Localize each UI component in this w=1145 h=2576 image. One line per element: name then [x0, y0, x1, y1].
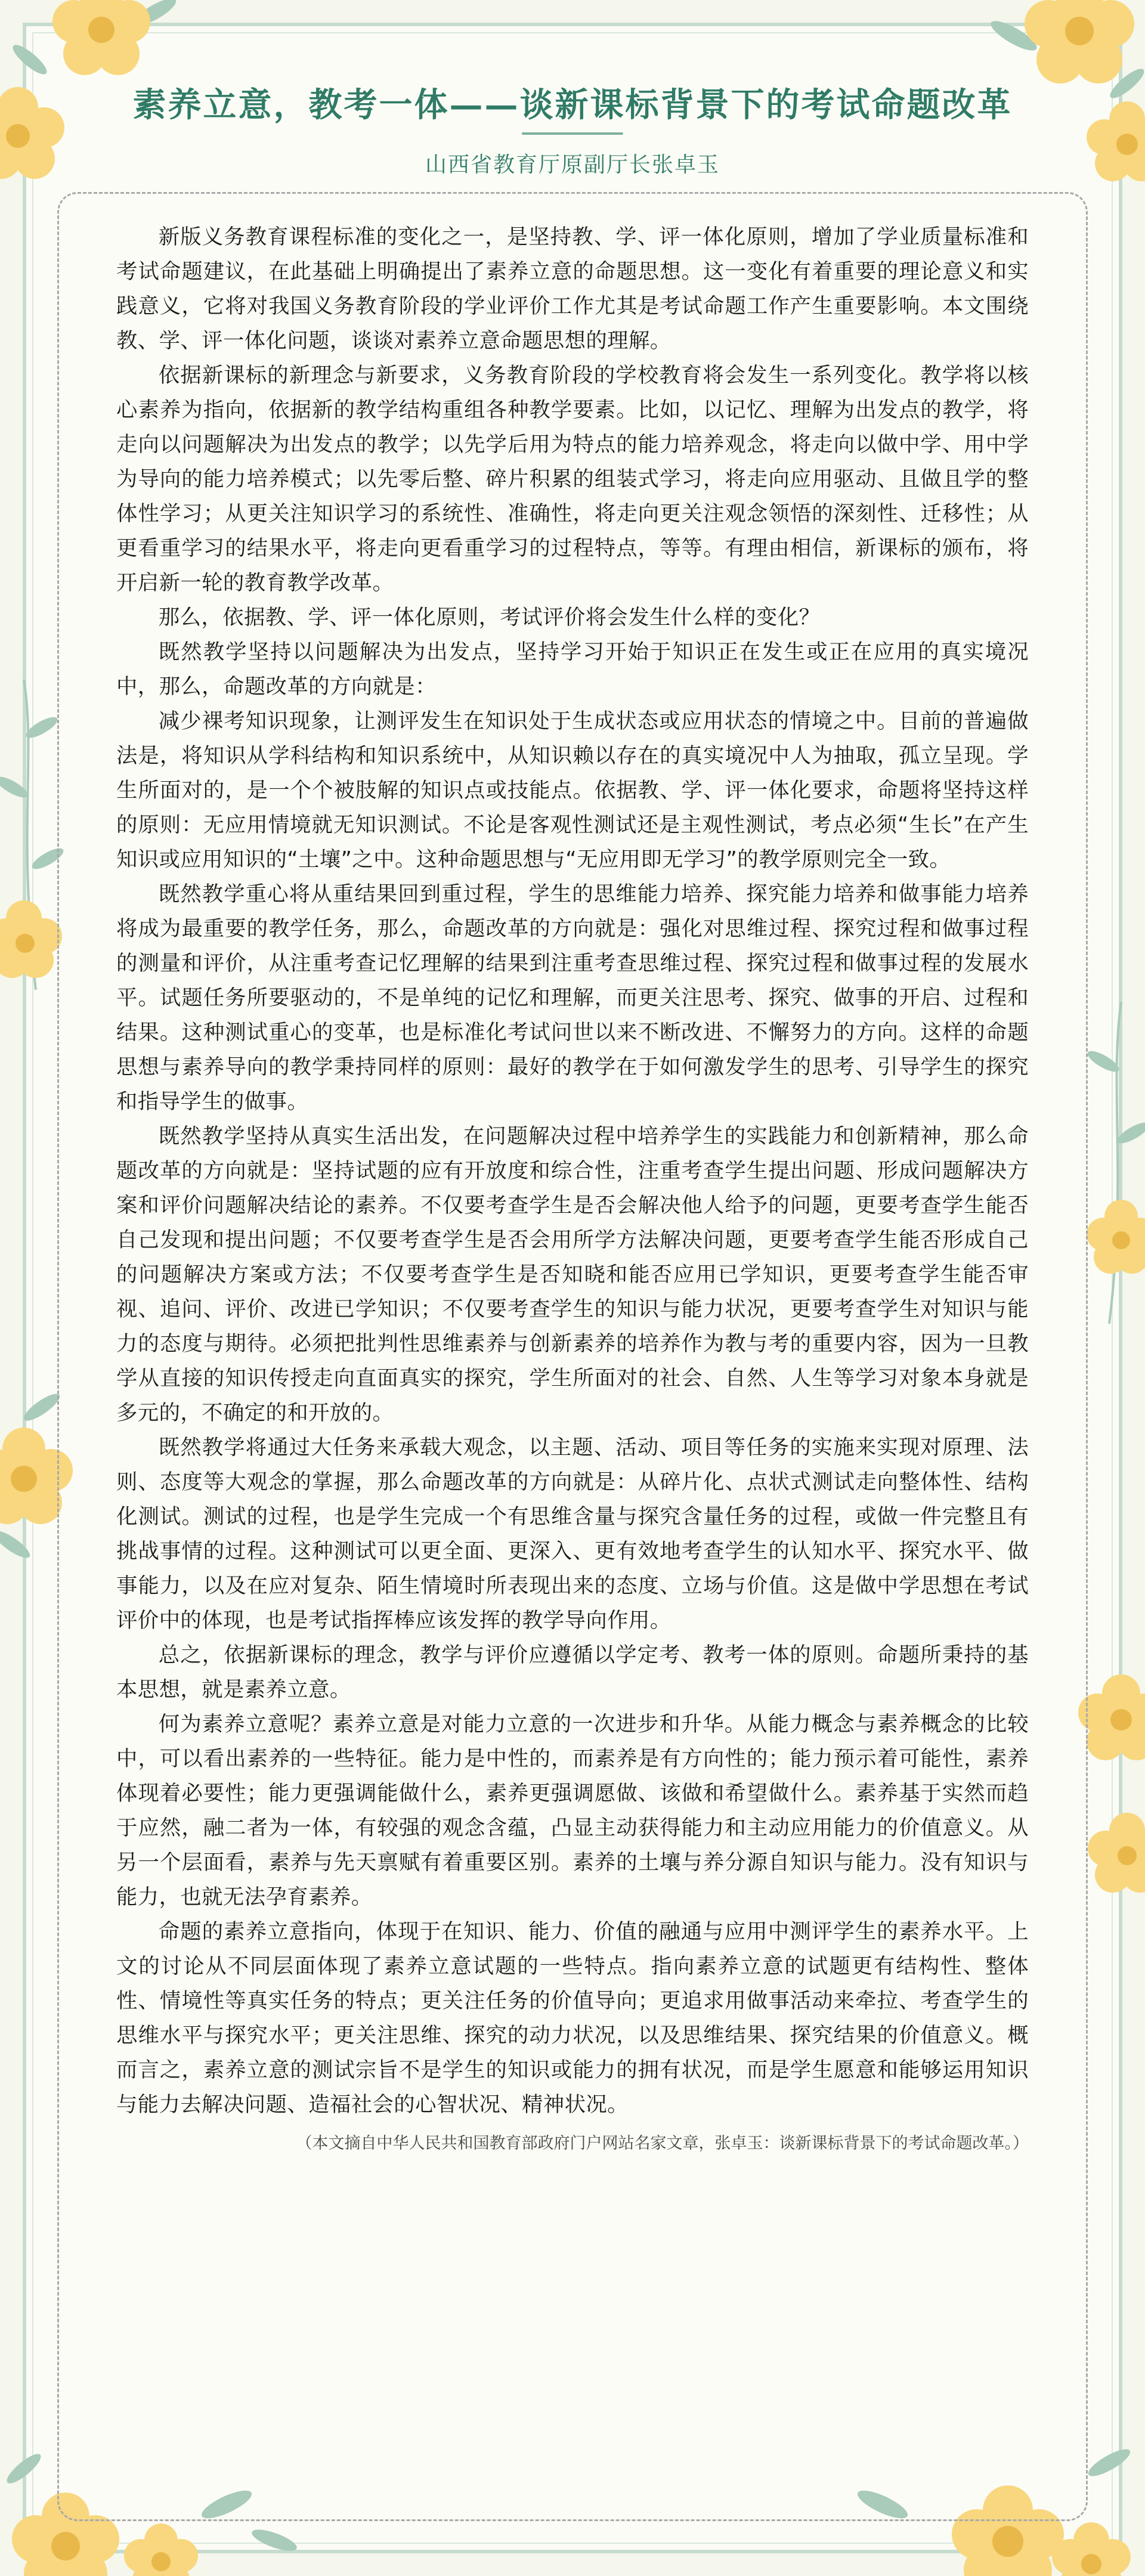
paragraph: 既然教学坚持从真实生活出发，在问题解决过程中培养学生的实践能力和创新精神，那么命题改革的方向就是：坚持试题的应有开放度和综合性，注重考查学生提出问题、形成问题解决方案和评价问题解决结论的素养。不仅要考查学生是否会解决他人给予的问题，更要考查学生能否自己发现和提出问题；不仅要考查学生是否会用所学方法解决问题，更要考查学生能否形成自己的问题解决方案或方法；不仅要考查学生是否知晓和能否应用已学知识，更要考查学生能否审视、追问、评价、改进已学知识；不仅要考查学生的知识与能力状况，更要考查学生对知识与能力的态度与期待。必须把批判性思维素养与创新素养的培养作为教与考的重要内容，因为一旦教学从直接的知识传授走向直面真实的探究，学生所面对的社会、自然、人生等学习对象本身就是多元的，不确定的和开放的。 — [116, 1124, 1029, 1425]
source-note: （本文摘自中华人民共和国教育部政府门户网站名家文章，张卓玉：谈新课标背景下的考试命题改革。） — [296, 2134, 1029, 2153]
title-divider — [522, 132, 623, 135]
paragraph: 既然教学坚持以问题解决为出发点，坚持学习开始于知识正在发生或正在应用的真实境况中，那么，命题改革的方向就是： — [116, 640, 1029, 699]
paragraph: 命题的素养立意指向，体现于在知识、能力、价值的融通与应用中测评学生的素养水平。上文的讨论从不同层面体现了素养立意试题的一些特点。指向素养立意的试题更有结构性、整体性、情境性等真实任务的特点；更关注任务的价值导向；更追求用做事活动来牵拉、考查学生的思维水平与探究水平；更关注思维、探究的动力状况，以及思维结果、探究结果的价值意义。概而言之，素养立意的测试宗旨不是学生的知识或能力的拥有状况，而是学生愿意和能够运用知识与能力去解决问题、造福社会的心智状况、精神状况。 — [116, 1919, 1029, 2117]
paragraph: 那么，依据教、学、评一体化原则，考试评价将会发生什么样的变化？ — [158, 605, 821, 630]
article-title: 素养立意，教考一体——谈新课标背景下的考试命题改革 — [132, 85, 1013, 125]
paragraph: 减少裸考知识现象，让测评发生在知识处于生成状态或应用状态的情境之中。目前的普遍做法是，将知识从学科结构和知识系统中，从知识赖以存在的真实境况中人为抽取，孤立呈现。学生所面对的，是一个个被肢解的知识点或技能点。依据教、学、评一体化要求，命题将坚持这样的原则：无应用情境就无知识测试。不论是客观性测试还是主观性测试，考点必须“生长”在产生知识或应用知识的“土壤”之中。这种命题思想与“无应用即无学习”的教学原则完全一致。 — [116, 709, 1029, 872]
paragraph: 既然教学重心将从重结果回到重过程，学生的思维能力培养、探究能力培养和做事能力培养将成为最重要的教学任务，那么，命题改革的方向就是：强化对思维过程、探究过程和做事过程的测量和评价，从注重考查记忆理解的结果到注重考查思维过程、探究过程和做事过程的发展水平。试题任务所要驱动的，不是单纯的记忆和理解，而更关注思考、探究、做事的开启、过程和结果。这种测试重心的变革，也是标准化考试问世以来不断改进、不懈努力的方向。这样的命题思想与素养导向的教学秉持同样的原则：最好的教学在于如何激发学生的思考、引导学生的探究和指导学生的做事。 — [116, 882, 1029, 1114]
paragraph: 何为素养立意呢？素养立意是对能力立意的一次进步和升华。从能力概念与素养概念的比较中，可以看出素养的一些特征。能力是中性的，而素养是有方向性的；能力预示着可能性，素养体现着必要性；能力更强调能做什么，素养更强调愿做、该做和希望做什么。素养基于实然而趋于应然，融二者为一体，有较强的观念含蕴，凸显主动获得能力和主动应用能力的价值意义。从另一个层面看，素养与先天禀赋有着重要区别。素养的土壤与养分源自知识与能力。没有知识与能力，也就无法孕育素养。 — [116, 1712, 1029, 1909]
article-body — [57, 192, 1088, 2521]
author-byline: 山西省教育厅原副厅长张卓玉 — [425, 153, 720, 177]
paragraph: 总之，依据新课标的理念，教学与评价应遵循以学定考、教考一体的原则。命题所秉持的基本思想，就是素养立意。 — [116, 1643, 1029, 1702]
paragraph: 新版义务教育课程标准的变化之一，是坚持教、学、评一体化原则，增加了学业质量标准和考试命题建议，在此基础上明确提出了素养立意的命题思想。这一变化有着重要的理论意义和实践意义，它将对我国义务教育阶段的学业评价工作尤其是考试命题工作产生重要影响。本文围绕教、学、评一体化问题，谈谈对素养立意命题思想的理解。 — [116, 225, 1029, 353]
paragraph: 依据新课标的新理念与新要求，义务教育阶段的学校教育将会发生一系列变化。教学将以核心素养为指向，依据新的教学结构重组各种教学要素。比如，以记忆、理解为出发点的教学，将走向以问题解决为出发点的教学；以先学后用为特点的能力培养观念，将走向以做中学、用中学为导向的能力培养模式；以先零后整、碎片积累的组装式学习，将走向应用驱动、且做且学的整体性学习；从更关注知识学习的系统性、准确性，将走向更关注观念领悟的深刻性、迁移性；从更看重学习的结果水平，将走向更看重学习的过程特点，等等。有理由相信，新课标的颁布，将开启新一轮的教育教学改革。 — [116, 363, 1029, 595]
paragraph: 既然教学将通过大任务来承载大观念，以主题、活动、项目等任务的实施来实现对原理、法则、态度等大观念的掌握，那么命题改革的方向就是：从碎片化、点状式测试走向整体性、结构化测试。测试的过程，也是学生完成一个有思维含量与探究含量任务的过程，或做一件完整且有挑战事情的过程。这种测试可以更全面、更深入、更有效地考查学生的认知水平、探究水平、做事能力，以及在应对复杂、陌生情境时所表现出来的态度、立场与价值。这是做中学思想在考试评价中的体现，也是考试指挥棒应该发挥的教学导向作用。 — [116, 1435, 1029, 1633]
